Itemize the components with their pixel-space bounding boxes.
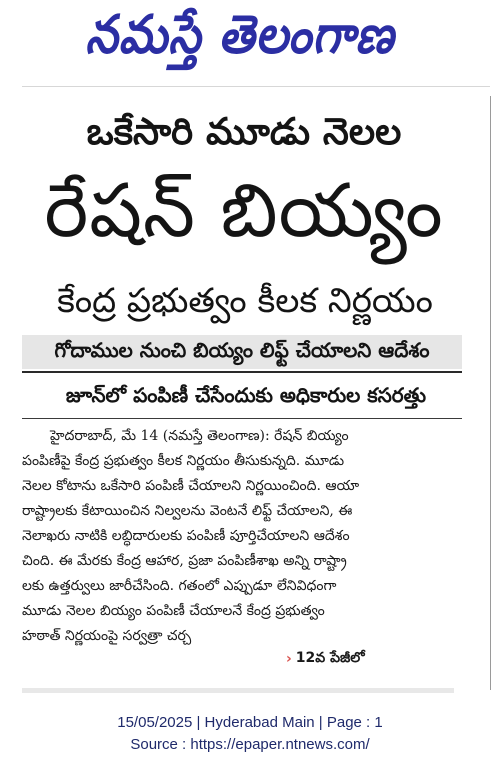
article-line: హఠాత్ నిర్ణయంపై సర్వత్రా చర్చ [22, 628, 192, 644]
highlight-band: గోదాముల నుంచి బియ్యం లిఫ్ట్ చేయాలని ఆదేశం [22, 335, 462, 369]
article-body [22, 424, 462, 649]
article-line: లకు ఉత్తర్వులు జారీచేసింది. గతంలో ఎప్పుడూ లేనివిధంగా [22, 578, 337, 594]
chevron-right-icon: › [286, 651, 292, 667]
sub-headline: జూన్‌లో పంపిణీ చేసేందుకు అధికారుల కసరత్తు [65, 382, 427, 407]
sub-headline-divider [22, 418, 462, 419]
headline-kicker: ఒకేసారి మూడు నెలల [86, 110, 402, 153]
band-divider [22, 371, 462, 373]
footer [0, 712, 500, 756]
headline-deck: కేంద్ర ప్రభుత్వం కీలక నిర్ణయం [57, 281, 433, 321]
article-line: నెలాఖరు నాటికి లబ్ధిదారులకు పంపిణీ పూర్తిచేయాలని ఆదేశం [22, 528, 350, 544]
continued-label: 12వ పేజీలో [295, 649, 365, 666]
article-line: హైదరాబాద్, మే 14 (నమస్తే తెలంగాణ): రేషన్ బియ్యం [50, 428, 349, 444]
bottom-divider [22, 688, 454, 693]
continued-on-page [286, 648, 365, 670]
masthead [30, 2, 450, 80]
article-line: పంపిణీపై కేంద్ర ప్రభుత్వం కీలక నిర్ణయం తీసుకున్నది. మూడు [22, 453, 345, 469]
article-line: రాష్ట్రాలకు కేటాయించిన నిల్వలను వెంటనే లిఫ్ట్ చేయాలని, ఈ [22, 503, 353, 519]
masthead-title: నమస్తే తెలంగాణ [85, 3, 395, 66]
footer-source: Source : https://epaper.ntnews.com/ [130, 736, 370, 753]
masthead-divider [22, 86, 490, 87]
article-line: చింది. ఈ మేరకు కేంద్ర ఆహార, ప్రజా పంపిణీశాఖ అన్ని రాష్ట్రా [22, 553, 347, 569]
headline-main: రేషన్ బియ్యం [44, 168, 444, 254]
footer-meta: 15/05/2025 | Hyderabad Main | Page : 1 [117, 714, 383, 731]
article-line: మూడు నెలల బియ్యం పంపిణీ చేయాలనే కేంద్ర ప్రభుత్వం [22, 603, 325, 619]
column-border [490, 96, 491, 690]
article-line: నెలల కోటాను ఒకేసారి పంపిణీ చేయాలని నిర్ణయించింది. ఆయా [22, 478, 360, 494]
